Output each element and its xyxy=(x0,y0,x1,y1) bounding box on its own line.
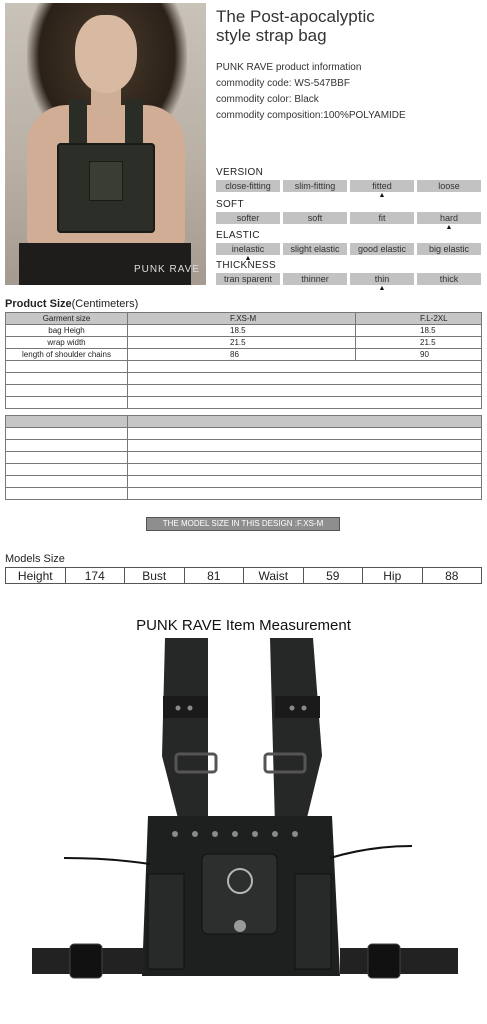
secondary-size-table xyxy=(5,415,482,500)
attr-label: VERSION xyxy=(216,167,264,178)
info-color: commodity color: Black xyxy=(216,94,319,105)
right-strap-patch xyxy=(275,696,320,718)
table-row xyxy=(6,337,482,349)
vest-strap-right xyxy=(125,99,143,147)
left-strap-patch xyxy=(163,696,208,718)
measurement-title: PUNK RAVE Item Measurement xyxy=(136,617,351,634)
table-row xyxy=(6,325,482,337)
product-title-line2: style strap bag xyxy=(216,26,327,45)
skull-charm-icon xyxy=(234,920,246,932)
attr-thickness xyxy=(216,260,481,293)
table-row xyxy=(6,397,482,409)
attr-label: THICKNESS xyxy=(216,260,276,271)
table-row xyxy=(6,361,482,373)
models-size-title: Models Size xyxy=(5,553,65,565)
buckle-icon xyxy=(368,944,400,978)
attr-option: thin xyxy=(350,273,414,285)
models-size-table xyxy=(5,567,482,584)
table-cell: 174 xyxy=(65,568,125,584)
attr-option: good elastic xyxy=(350,243,414,255)
table-row xyxy=(6,428,482,440)
buckle-icon xyxy=(70,944,102,978)
table-cell: 90 xyxy=(356,349,482,361)
table-row xyxy=(6,349,482,361)
attr-version xyxy=(216,167,481,200)
photo-watermark: PUNK RAVE xyxy=(133,264,200,275)
table-row xyxy=(6,440,482,452)
attr-soft xyxy=(216,199,481,232)
table-header-row xyxy=(6,313,482,325)
vest-pocket xyxy=(89,161,123,201)
attr-option: soft xyxy=(283,212,347,224)
table-cell: length of shoulder chains xyxy=(6,349,128,361)
left-side-pocket xyxy=(148,874,184,969)
table-cell: 86 xyxy=(128,349,356,361)
product-size-table xyxy=(5,312,482,409)
table-row xyxy=(6,488,482,500)
bag-illustration xyxy=(30,636,460,1016)
table-header-cell: F.XS-M xyxy=(128,313,356,325)
table-row xyxy=(6,385,482,397)
product-title xyxy=(216,7,481,45)
triangle-marker-icon: ▲ xyxy=(244,255,252,262)
table-row xyxy=(6,568,482,584)
triangle-marker-icon: ▲ xyxy=(378,192,386,199)
attr-option: slight elastic xyxy=(283,243,347,255)
table-cell: 18.5 xyxy=(356,325,482,337)
info-code: commodity code: WS-547BBF xyxy=(216,78,350,89)
attr-option: close-fitting xyxy=(216,180,280,192)
product-title-line1: The Post-apocalyptic xyxy=(216,7,375,26)
triangle-marker-icon: ▲ xyxy=(445,224,453,231)
triangle-marker-icon: ▲ xyxy=(378,285,386,292)
table-cell: wrap width xyxy=(6,337,128,349)
attr-option: slim-fitting xyxy=(283,180,347,192)
table-cell: 59 xyxy=(303,568,363,584)
table-header-cell: Garment size xyxy=(6,313,128,325)
attr-option: thinner xyxy=(283,273,347,285)
table-cell: Height xyxy=(6,568,66,584)
product-size-title xyxy=(5,298,138,310)
table-cell: 18.5 xyxy=(128,325,356,337)
attr-label: ELASTIC xyxy=(216,230,260,241)
vest-strap-left xyxy=(69,99,87,147)
table-cell: 21.5 xyxy=(128,337,356,349)
info-line: PUNK RAVE product information xyxy=(216,62,362,73)
table-row xyxy=(6,464,482,476)
left-cord xyxy=(64,858,150,864)
attr-option: softer xyxy=(216,212,280,224)
table-cell: 81 xyxy=(184,568,244,584)
table-cell: Hip xyxy=(363,568,423,584)
model-size-note: THE MODEL SIZE IN THIS DESIGN :F.XS-M xyxy=(146,517,340,531)
product-size-unit: (Centimeters) xyxy=(71,298,139,310)
product-info xyxy=(216,60,406,124)
product-photo xyxy=(5,3,206,285)
attr-option: fit xyxy=(350,212,414,224)
attr-option: loose xyxy=(417,180,481,192)
table-cell: 88 xyxy=(422,568,482,584)
product-size-title-bold: Product Size xyxy=(5,298,72,310)
info-composition: commodity composition:100%POLYAMIDE xyxy=(216,110,406,121)
table-row xyxy=(6,452,482,464)
right-shoulder-strap xyxy=(270,638,322,826)
table-header-cell: F.L-2XL xyxy=(356,313,482,325)
table-row xyxy=(6,476,482,488)
table-cell: 21.5 xyxy=(356,337,482,349)
attr-option: big elastic xyxy=(417,243,481,255)
model-face xyxy=(75,15,137,93)
attr-option: tran sparent xyxy=(216,273,280,285)
table-cell: bag Heigh xyxy=(6,325,128,337)
table-cell: Bust xyxy=(125,568,185,584)
attr-elastic xyxy=(216,230,481,263)
right-side-pocket xyxy=(295,874,331,969)
attr-label: SOFT xyxy=(216,199,244,210)
attr-option: fitted xyxy=(350,180,414,192)
left-shoulder-strap xyxy=(162,638,208,826)
table-cell: Waist xyxy=(244,568,304,584)
attr-option: inelastic xyxy=(216,243,280,255)
right-cord xyxy=(330,846,412,858)
table-header-row xyxy=(6,416,482,428)
table-row xyxy=(6,373,482,385)
attr-option: hard xyxy=(417,212,481,224)
attr-option: thick xyxy=(417,273,481,285)
